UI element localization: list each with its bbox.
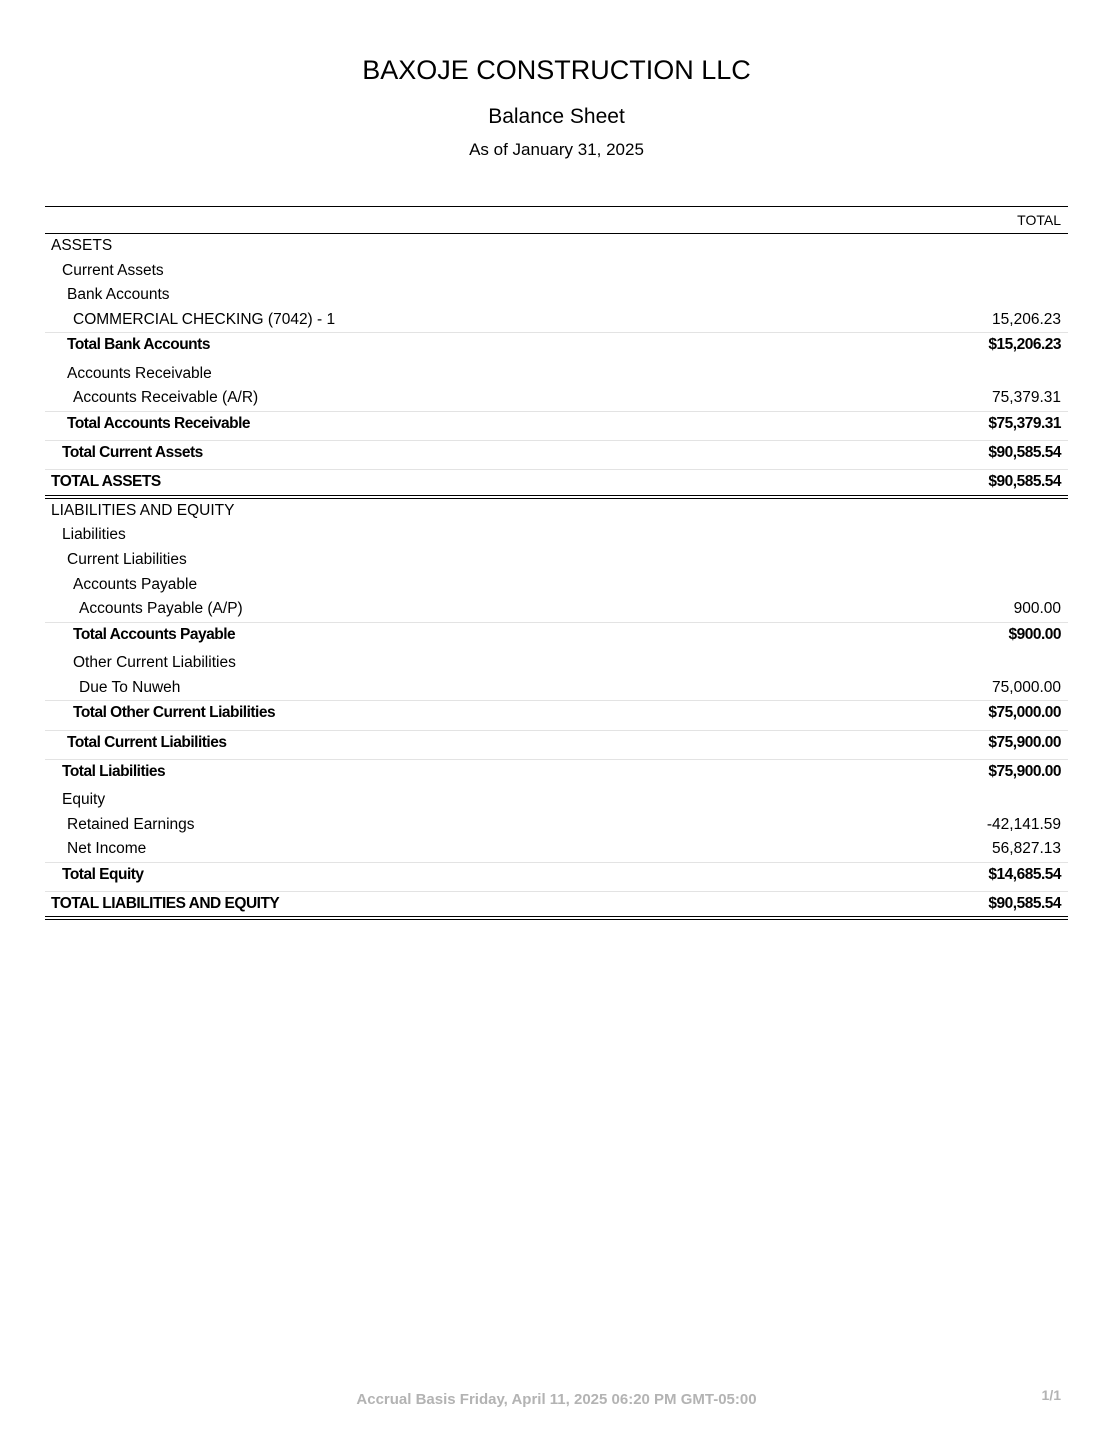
- row-amount: 75,379.31: [992, 389, 1061, 407]
- table-row-total: [45, 411, 1068, 440]
- table-row: [45, 676, 1068, 701]
- row-amount: $90,585.54: [988, 444, 1061, 462]
- page-number: 1/1: [1041, 1387, 1061, 1403]
- table-row-grand-total: [45, 891, 1068, 920]
- row-label: Total Other Current Liabilities: [73, 704, 276, 722]
- row-label: Equity: [62, 791, 106, 809]
- table-header: [45, 207, 1068, 234]
- table-row: [45, 837, 1068, 862]
- row-label: Current Assets: [62, 261, 164, 279]
- row-label: Total Equity: [62, 865, 144, 883]
- table-row-total: [45, 759, 1068, 788]
- table-row: [45, 788, 1068, 813]
- row-label: Total Current Assets: [62, 444, 203, 462]
- row-label: Accounts Receivable: [67, 364, 212, 382]
- row-amount: 56,827.13: [992, 840, 1061, 858]
- row-label: Net Income: [67, 840, 147, 858]
- row-label: Total Accounts Receivable: [67, 414, 251, 432]
- row-label: COMMERCIAL CHECKING (7042) - 1: [73, 310, 336, 328]
- row-amount: 15,206.23: [992, 310, 1061, 328]
- row-label: Bank Accounts: [67, 286, 170, 304]
- row-amount: $15,206.23: [988, 336, 1061, 354]
- row-amount: 75,000.00: [992, 678, 1061, 696]
- row-amount: $75,900.00: [988, 762, 1061, 780]
- table-row: [45, 597, 1068, 622]
- table-row-total: [45, 730, 1068, 759]
- row-label: Other Current Liabilities: [73, 654, 236, 672]
- table-row-grand-total: [45, 469, 1068, 498]
- row-amount: $75,000.00: [988, 704, 1061, 722]
- row-label: Accounts Payable (A/P): [79, 600, 243, 618]
- row-label: ASSETS: [51, 237, 113, 254]
- table-row-total: [45, 440, 1068, 469]
- row-label: TOTAL ASSETS: [51, 473, 161, 491]
- table-row: [45, 651, 1068, 676]
- row-label: Liabilities: [62, 526, 126, 544]
- table-row-total: [45, 332, 1068, 361]
- table-row: [45, 813, 1068, 838]
- table-row: [45, 259, 1068, 284]
- report-title: Balance Sheet: [488, 105, 625, 128]
- row-amount: $900.00: [1008, 625, 1061, 643]
- table-row-total: [45, 622, 1068, 651]
- table-row: [45, 386, 1068, 411]
- report-footer: Accrual Basis Friday, April 11, 2025 06:20 PM GMT-05:00: [356, 1391, 757, 1408]
- table-row: [45, 234, 1068, 259]
- table-row: [45, 573, 1068, 598]
- table-row: [45, 499, 1068, 524]
- row-label: Total Liabilities: [62, 762, 166, 780]
- row-amount: $14,685.54: [988, 865, 1061, 883]
- row-label: Accounts Receivable (A/R): [73, 389, 259, 407]
- table-row: [45, 362, 1068, 387]
- row-amount: $75,379.31: [988, 414, 1061, 432]
- row-label: LIABILITIES AND EQUITY: [51, 501, 235, 519]
- table-row-total: [45, 700, 1068, 729]
- column-header-total: TOTAL: [1017, 212, 1061, 228]
- table-row-total: [45, 862, 1068, 891]
- row-amount: $90,585.54: [988, 895, 1061, 913]
- table-row: [45, 308, 1068, 333]
- company-name: BAXOJE CONSTRUCTION LLC: [362, 55, 751, 85]
- row-amount: 900.00: [1013, 600, 1061, 618]
- row-amount: $75,900.00: [988, 733, 1061, 751]
- row-label: TOTAL LIABILITIES AND EQUITY: [51, 895, 280, 913]
- row-label: Current Liabilities: [67, 550, 187, 568]
- row-amount: $90,585.54: [988, 473, 1061, 491]
- table-row: [45, 548, 1068, 573]
- report-date: As of January 31, 2025: [469, 140, 644, 159]
- row-label: Total Bank Accounts: [67, 336, 210, 354]
- row-label: Total Accounts Payable: [73, 625, 236, 643]
- table-row: [45, 523, 1068, 548]
- row-label: Accounts Payable: [73, 575, 198, 593]
- row-amount: -42,141.59: [986, 815, 1061, 833]
- row-label: Due To Nuweh: [79, 678, 181, 696]
- row-label: Total Current Liabilities: [67, 733, 227, 751]
- table-row: [45, 283, 1068, 308]
- row-label: Retained Earnings: [67, 815, 195, 833]
- balance-sheet-table: [45, 206, 1068, 920]
